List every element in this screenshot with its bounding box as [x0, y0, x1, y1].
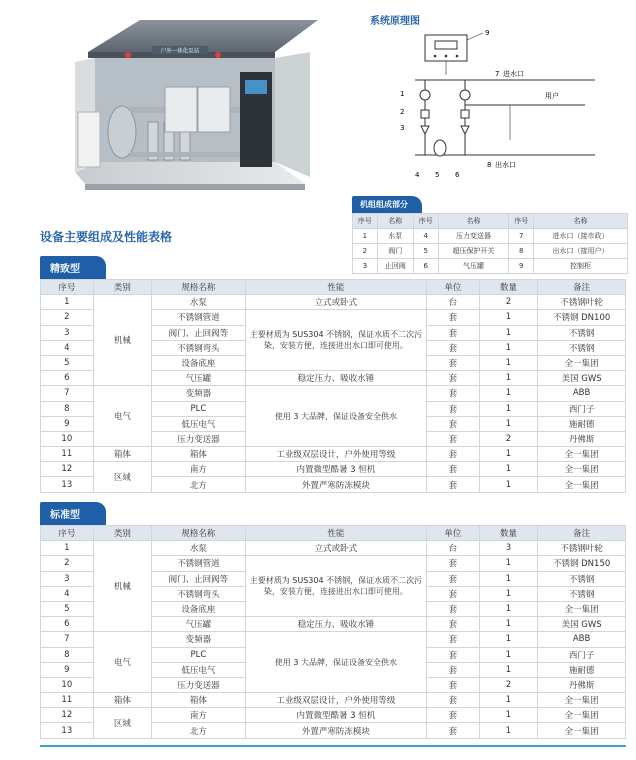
quantity: 1	[479, 355, 538, 370]
spec-name: PLC	[152, 647, 246, 662]
unit: 套	[427, 677, 480, 692]
table-row	[41, 632, 626, 647]
header-cell: 性能	[245, 526, 426, 541]
label-5: 5	[435, 171, 440, 179]
quantity: 1	[479, 571, 538, 586]
category-elec: 电气	[93, 632, 152, 693]
spec-name: 低压电气	[152, 416, 246, 431]
row-number: 9	[41, 416, 94, 431]
row-number: 7	[41, 632, 94, 647]
section-title: 设备主要组成及性能表格	[40, 230, 173, 244]
pump-station-illustration	[70, 12, 320, 190]
quantity: 2	[479, 677, 538, 692]
spec-name: 箱体	[152, 693, 246, 708]
quantity: 3	[479, 541, 538, 556]
label-7: 7	[495, 70, 500, 78]
header-cell: 类别	[93, 280, 152, 295]
table-row	[41, 693, 626, 708]
note: 不锈钢叶轮	[538, 541, 626, 556]
spec-name: PLC	[152, 401, 246, 416]
table-row	[41, 295, 626, 310]
category-box: 箱体	[93, 693, 152, 708]
spec-name: 低压电气	[152, 662, 246, 677]
unit: 台	[427, 295, 480, 310]
row-number: 2	[41, 310, 94, 325]
header-cell: 备注	[538, 526, 626, 541]
quantity: 1	[479, 617, 538, 632]
unit: 套	[427, 462, 480, 477]
performance: 工业级双层设计，户外使用等级	[245, 447, 426, 462]
label-3: 3	[400, 124, 405, 132]
quantity: 1	[479, 447, 538, 462]
note: 全一集团	[538, 723, 626, 738]
spec-name: 南方	[152, 462, 246, 477]
note: 全一集团	[538, 355, 626, 370]
parts-header: 名称	[534, 214, 628, 229]
station-sign-text: 户外一体化泵站	[160, 48, 200, 55]
quantity: 2	[479, 295, 538, 310]
schematic-title: 系统原理图	[370, 16, 420, 27]
spec-table-deluxe	[40, 256, 626, 493]
row-number: 13	[41, 477, 94, 492]
row-number: 11	[41, 447, 94, 462]
quantity: 1	[479, 477, 538, 492]
spec-table-standard	[40, 502, 626, 739]
category-zone: 区域	[93, 708, 152, 738]
performance-mech: 主要材质为 SUS304 不锈钢，保证水质不二次污染，安装方便，连接进出水口即可使用。	[245, 310, 426, 371]
performance: 内置微型酷暑 3 恒机	[245, 708, 426, 723]
unit: 台	[427, 541, 480, 556]
table-row	[41, 386, 626, 401]
quantity: 1	[479, 556, 538, 571]
label-user: 用户	[545, 92, 559, 100]
spec-name: 水泵	[152, 295, 246, 310]
row-number: 3	[41, 571, 94, 586]
row-number: 4	[41, 340, 94, 355]
spec-name: 阀门、止回阀等	[152, 325, 246, 340]
performance: 外置严寒防冻模块	[245, 723, 426, 738]
unit: 套	[427, 401, 480, 416]
row-number: 12	[41, 462, 94, 477]
note: 丹佛斯	[538, 677, 626, 692]
category-box: 箱体	[93, 447, 152, 462]
label-4: 4	[415, 171, 420, 179]
quantity: 1	[479, 662, 538, 677]
category-mech: 机械	[93, 295, 152, 386]
note: 不锈钢	[538, 586, 626, 601]
unit: 套	[427, 586, 480, 601]
note: 西门子	[538, 647, 626, 662]
quantity: 1	[479, 693, 538, 708]
spec-name: 阀门、止回阀等	[152, 571, 246, 586]
label-9: 9	[485, 30, 490, 37]
parts-header: 序号	[413, 214, 438, 229]
quantity: 1	[479, 708, 538, 723]
parts-row: 2 阀门 5 超压保护开关 8 出水口（接用户）	[353, 244, 628, 259]
note: ABB	[538, 386, 626, 401]
note: 丹佛斯	[538, 431, 626, 446]
spec-name: 压力变送器	[152, 431, 246, 446]
spec-name: 南方	[152, 708, 246, 723]
unit: 套	[427, 601, 480, 616]
quantity: 1	[479, 416, 538, 431]
quantity: 1	[479, 340, 538, 355]
performance: 立式或卧式	[245, 295, 426, 310]
performance-elec: 使用 3 大品牌，保证设备安全供水	[245, 632, 426, 693]
spec-name: 不锈钢管道	[152, 556, 246, 571]
row-number: 10	[41, 677, 94, 692]
parts-header: 序号	[509, 214, 534, 229]
category-elec: 电气	[93, 386, 152, 447]
row-number: 8	[41, 647, 94, 662]
label-1: 1	[400, 90, 405, 98]
unit: 套	[427, 556, 480, 571]
spec-table-title: 精致型	[40, 256, 106, 279]
header-cell: 数量	[479, 526, 538, 541]
unit: 套	[427, 431, 480, 446]
unit: 套	[427, 340, 480, 355]
unit: 套	[427, 632, 480, 647]
row-number: 6	[41, 371, 94, 386]
quantity: 1	[479, 325, 538, 340]
note: 施耐德	[538, 662, 626, 677]
quantity: 1	[479, 371, 538, 386]
header-cell: 备注	[538, 280, 626, 295]
row-number: 4	[41, 586, 94, 601]
unit: 套	[427, 647, 480, 662]
row-number: 3	[41, 325, 94, 340]
spec-name: 不锈钢弯头	[152, 340, 246, 355]
header-cell: 序号	[41, 280, 94, 295]
unit: 套	[427, 617, 480, 632]
spec-name: 不锈钢管道	[152, 310, 246, 325]
quantity: 1	[479, 386, 538, 401]
unit: 套	[427, 662, 480, 677]
performance: 立式或卧式	[245, 541, 426, 556]
parts-header: 序号	[353, 214, 378, 229]
unit: 套	[427, 310, 480, 325]
spec-table-title: 标准型	[40, 502, 106, 525]
note: 美国 GWS	[538, 371, 626, 386]
spec-name: 变频器	[152, 632, 246, 647]
system-schematic	[395, 30, 630, 180]
header-cell: 规格名称	[152, 280, 246, 295]
table-row	[41, 541, 626, 556]
unit: 套	[427, 416, 480, 431]
header-cell: 类别	[93, 526, 152, 541]
performance: 稳定压力、吸收水锤	[245, 371, 426, 386]
label-inlet: 进水口	[503, 70, 524, 78]
parts-header: 名称	[377, 214, 413, 229]
row-number: 2	[41, 556, 94, 571]
note: 西门子	[538, 401, 626, 416]
label-2: 2	[400, 108, 405, 116]
quantity: 2	[479, 431, 538, 446]
note: 不锈钢	[538, 325, 626, 340]
label-outlet: 出水口	[495, 161, 516, 169]
performance: 工业级双层设计，户外使用等级	[245, 693, 426, 708]
parts-header: 名称	[438, 214, 509, 229]
header-cell: 单位	[427, 280, 480, 295]
quantity: 1	[479, 586, 538, 601]
quantity: 1	[479, 401, 538, 416]
note: 不锈钢 DN150	[538, 556, 626, 571]
quantity: 1	[479, 601, 538, 616]
note: 全一集团	[538, 693, 626, 708]
header-cell: 性能	[245, 280, 426, 295]
performance: 稳定压力、吸收水锤	[245, 617, 426, 632]
performance-mech: 主要材质为 SUS304 不锈钢，保证水质不二次污染，安装方便，连接进出水口即可使用。	[245, 556, 426, 617]
spec-name: 变频器	[152, 386, 246, 401]
spec-table	[40, 279, 626, 493]
row-number: 1	[41, 295, 94, 310]
category-zone: 区域	[93, 462, 152, 492]
unit: 套	[427, 325, 480, 340]
spec-name: 箱体	[152, 447, 246, 462]
quantity: 1	[479, 632, 538, 647]
note: 不锈钢	[538, 340, 626, 355]
quantity: 1	[479, 310, 538, 325]
unit: 套	[427, 355, 480, 370]
spec-name: 压力变送器	[152, 677, 246, 692]
quantity: 1	[479, 723, 538, 738]
category-mech: 机械	[93, 541, 152, 632]
spec-name: 设备底座	[152, 601, 246, 616]
label-6: 6	[455, 171, 460, 179]
note: 不锈钢 DN100	[538, 310, 626, 325]
unit: 套	[427, 723, 480, 738]
row-number: 13	[41, 723, 94, 738]
note: 施耐德	[538, 416, 626, 431]
unit: 套	[427, 386, 480, 401]
performance-elec: 使用 3 大品牌，保证设备安全供水	[245, 386, 426, 447]
table-row	[41, 708, 626, 723]
spec-name: 水泵	[152, 541, 246, 556]
table-row	[41, 447, 626, 462]
performance: 外置严寒防冻模块	[245, 477, 426, 492]
parts-row: 1 水泵 4 压力变送器 7 进水口（接市政）	[353, 229, 628, 244]
unit: 套	[427, 371, 480, 386]
row-number: 1	[41, 541, 94, 556]
spec-name: 不锈钢弯头	[152, 586, 246, 601]
header-cell: 数量	[479, 280, 538, 295]
note: 全一集团	[538, 477, 626, 492]
row-number: 12	[41, 708, 94, 723]
spec-name: 气压罐	[152, 617, 246, 632]
spec-name: 北方	[152, 477, 246, 492]
row-number: 5	[41, 601, 94, 616]
spec-table	[40, 525, 626, 739]
row-number: 11	[41, 693, 94, 708]
header-cell: 单位	[427, 526, 480, 541]
note: 全一集团	[538, 708, 626, 723]
parts-table-title: 机组组成部分	[352, 196, 422, 213]
table-row	[41, 462, 626, 477]
spec-name: 气压罐	[152, 371, 246, 386]
row-number: 6	[41, 617, 94, 632]
note: 美国 GWS	[538, 617, 626, 632]
parts-row: 3 止回阀 6 气压罐 9 控制柜	[353, 259, 628, 274]
header-cell: 规格名称	[152, 526, 246, 541]
quantity: 1	[479, 462, 538, 477]
spec-name: 设备底座	[152, 355, 246, 370]
spec-name: 北方	[152, 723, 246, 738]
header-cell: 序号	[41, 526, 94, 541]
row-number: 10	[41, 431, 94, 446]
note: ABB	[538, 632, 626, 647]
note: 不锈钢	[538, 571, 626, 586]
quantity: 1	[479, 647, 538, 662]
unit: 套	[427, 693, 480, 708]
label-8: 8	[487, 161, 492, 169]
note: 全一集团	[538, 601, 626, 616]
row-number: 7	[41, 386, 94, 401]
performance: 内置微型酷暑 3 恒机	[245, 462, 426, 477]
row-number: 5	[41, 355, 94, 370]
row-number: 8	[41, 401, 94, 416]
unit: 套	[427, 447, 480, 462]
note: 不锈钢叶轮	[538, 295, 626, 310]
note: 全一集团	[538, 462, 626, 477]
bottom-divider	[40, 745, 626, 747]
unit: 套	[427, 571, 480, 586]
unit: 套	[427, 708, 480, 723]
row-number: 9	[41, 662, 94, 677]
note: 全一集团	[538, 447, 626, 462]
unit: 套	[427, 477, 480, 492]
